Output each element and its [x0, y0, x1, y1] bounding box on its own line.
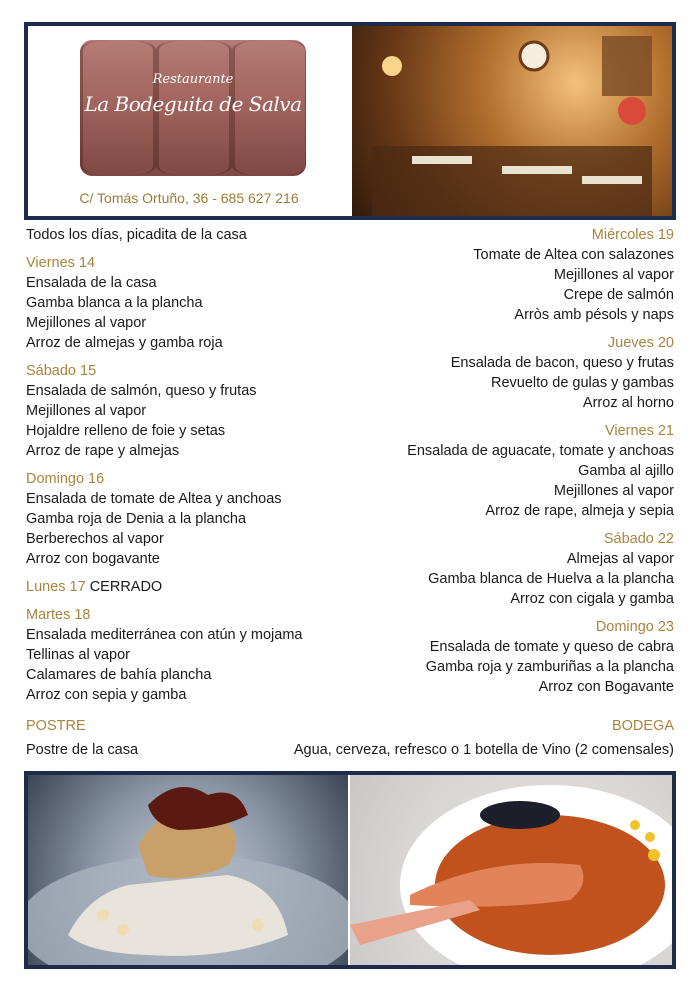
menu-item: Mejillones al vapor	[26, 403, 147, 419]
menu-item: Arroz con Bogavante	[538, 679, 674, 695]
menu-item: Crepe de salmón	[563, 287, 674, 303]
menu-item: Berberechos al vapor	[26, 531, 164, 547]
logo-panel	[28, 26, 350, 216]
menu-item: Gamba roja de Denia a la plancha	[26, 511, 247, 527]
day-heading: Jueves 20	[607, 335, 674, 351]
menu-item: Gamba roja y zamburiñas a la plancha	[425, 659, 674, 675]
day-heading: Domingo 16	[26, 471, 105, 487]
restaurant-logo	[80, 40, 306, 176]
menu-item: Arroz con bogavante	[26, 551, 160, 567]
menu-item: Arroz con sepia y gamba	[26, 687, 187, 703]
menu-right-column	[314, 225, 674, 697]
menu-item: Gamba blanca a la plancha	[26, 295, 203, 311]
menu-item: Tomate de Altea con salazones	[473, 247, 674, 263]
menu-item: Ensalada de bacon, queso y frutas	[450, 355, 674, 371]
postre-section	[26, 716, 138, 760]
day-heading: Miércoles 19	[591, 227, 674, 243]
menu-item: Hojaldre relleno de foie y setas	[26, 423, 226, 439]
day-heading: Viernes 14	[26, 255, 96, 271]
day-heading: Viernes 21	[604, 423, 674, 439]
menu-item: Gamba blanca de Huelva a la plancha	[428, 571, 674, 587]
menu-item: Arroz de rape y almejas	[26, 443, 180, 459]
menu-item: Ensalada mediterránea con atún y mojama	[26, 627, 303, 643]
restaurant-interior-photo	[352, 26, 672, 216]
bodega-text: Agua, cerveza, refresco o 1 botella de Vino (2 comensales)	[293, 742, 674, 758]
menu-item: Ensalada de tomate de Altea y anchoas	[26, 491, 282, 507]
header-frame	[24, 22, 676, 220]
postre-text: Postre de la casa	[26, 742, 139, 758]
menu-item: Mejillones al vapor	[26, 315, 147, 331]
menu-item: Arroz al horno	[582, 395, 674, 411]
menu-item: Ensalada de la casa	[26, 275, 157, 291]
bodega-section	[294, 716, 674, 760]
menu-item: Arroz de rape, almeja y sepia	[485, 503, 674, 519]
menu-item: Gamba al ajillo	[578, 463, 674, 479]
menu-item: Mejillones al vapor	[553, 483, 674, 499]
day-heading: Domingo 23	[595, 619, 674, 635]
menu-item: Ensalada de salmón, queso y frutas	[26, 383, 257, 399]
dessert-dish-photo	[28, 775, 348, 965]
closed-note: CERRADO	[89, 579, 163, 595]
day-heading: Martes 18	[26, 607, 91, 623]
menu-item: Mejillones al vapor	[553, 267, 674, 283]
day-heading: Sábado 22	[603, 531, 674, 547]
logo-title: La Bodeguita de Salva	[84, 92, 302, 116]
menu-item: Tellinas al vapor	[26, 647, 130, 663]
menu-item: Almejas al vapor	[566, 551, 674, 567]
menu-item: Ensalada de tomate y queso de cabra	[429, 639, 674, 655]
menu-item: Ensalada de aguacate, tomate y anchoas	[407, 443, 674, 459]
menu-item: Arròs amb pésols y naps	[514, 307, 674, 323]
food-photos-frame	[24, 771, 676, 969]
rice-dish-photo	[350, 775, 672, 965]
menu-item: Revuelto de gulas y gambas	[491, 375, 674, 391]
intro-text: Todos los días, picadita de la casa	[26, 227, 247, 243]
logo-subtitle: Restaurante	[152, 72, 234, 87]
postre-heading: POSTRE	[26, 718, 86, 734]
menu-item: Calamares de bahía plancha	[26, 667, 212, 683]
day-heading: Sábado 15	[26, 363, 97, 379]
closed-day-heading: Lunes 17	[26, 579, 86, 595]
address: C/ Tomás Ortuño, 36 - 685 627 216	[79, 190, 299, 206]
menu-item: Arroz con cigala y gamba	[510, 591, 674, 607]
bodega-heading: BODEGA	[611, 718, 674, 734]
menu-item: Arroz de almejas y gamba roja	[26, 335, 223, 351]
